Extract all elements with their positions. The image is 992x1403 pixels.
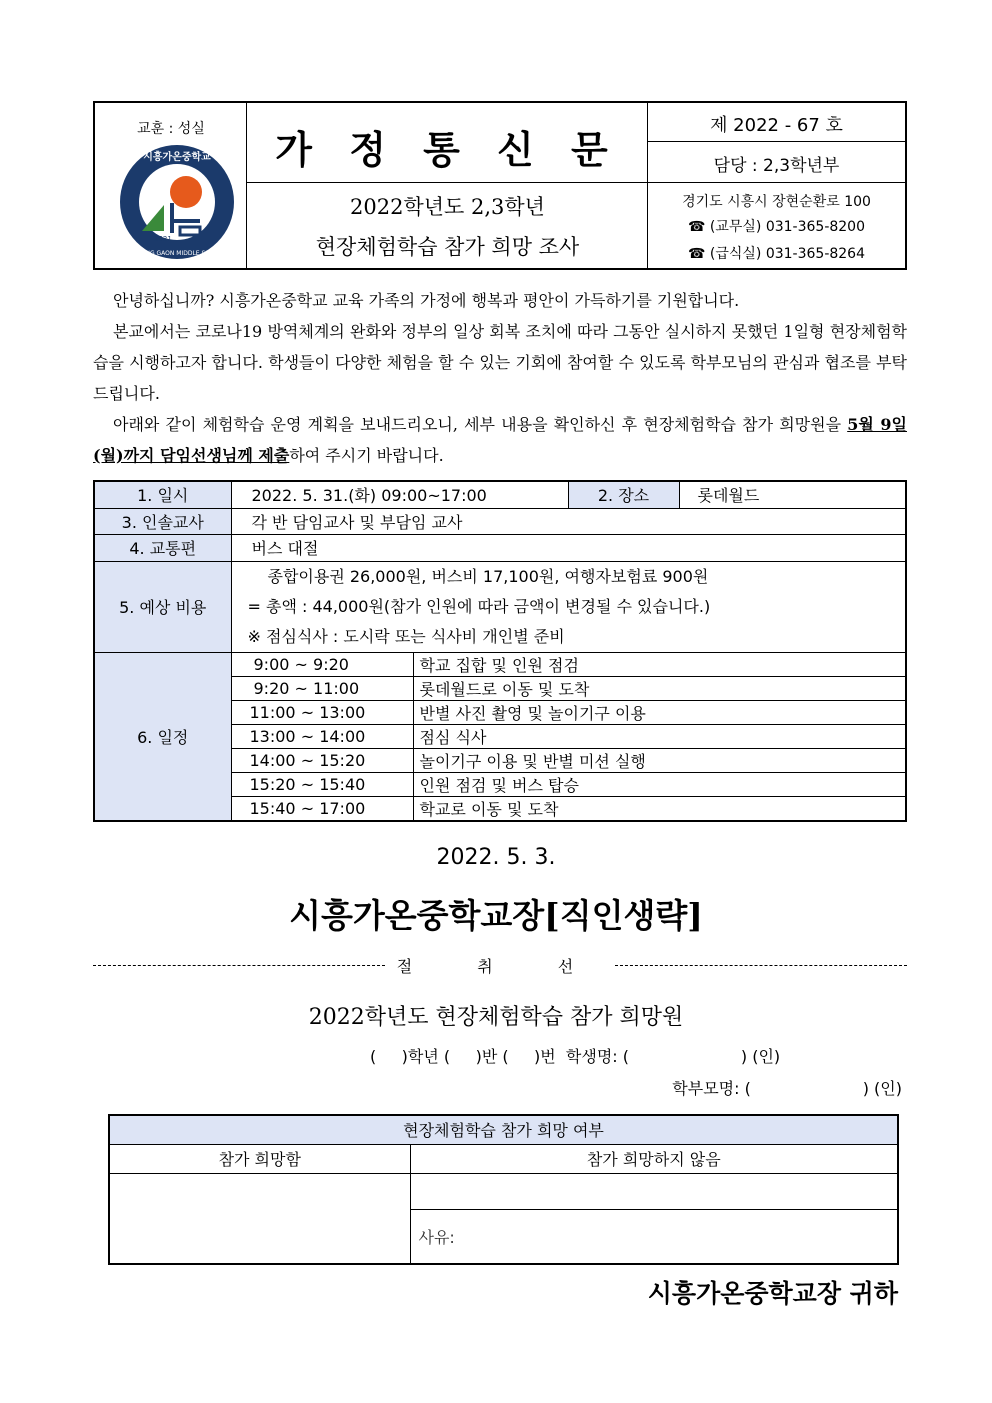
deadline-emphasis: 5월 9일(월)까지 담임선생님께 제출 <box>93 415 907 465</box>
schedule-activity: 학교 집합 및 인원 점검 <box>413 652 906 676</box>
student-info-line[interactable]: ( )학년 ( )반 ( )번 학생명: ( ) (인) <box>370 1047 781 1066</box>
date-label: 1. 일시 <box>94 481 231 508</box>
schedule-activity: 점심 식사 <box>413 724 906 748</box>
table-row <box>109 1115 898 1144</box>
department-in-charge: 담당 : 2,3학년부 <box>713 156 840 176</box>
tel-cafeteria: ☎ (급식실) 031-365-8264 <box>687 246 865 262</box>
school-logo <box>118 143 236 261</box>
schedule-activity: 인원 점검 및 버스 탑승 <box>413 772 906 796</box>
reason-field[interactable]: 사유: <box>410 1209 898 1264</box>
trip-info-table <box>93 480 907 822</box>
schedule-time: 13:00 ~ 14:00 <box>231 724 413 748</box>
cost-label: 5. 예상 비용 <box>94 561 231 652</box>
parent-name-line[interactable]: 학부모명: ( ) (인) <box>672 1079 902 1098</box>
tel-office: ☎ (교무실) 031-365-8200 <box>687 219 865 235</box>
logo-cell <box>95 103 247 268</box>
cost-line-3: ※ 점심식사 : 도시락 또는 식사비 개인별 준비 <box>247 626 565 646</box>
logo-ring-text: 시흥가온중학교 <box>143 152 211 163</box>
addressee: 시흥가온중학교장 귀하 <box>647 1279 898 1308</box>
schedule-time: 11:00 ~ 13:00 <box>231 700 413 724</box>
schedule-time: 9:20 ~ 11:00 <box>231 676 413 700</box>
transport-label: 4. 교통편 <box>94 534 231 561</box>
info-cell <box>648 103 905 268</box>
subtitle-line2: 현장체험학습 참가 희망 조사 <box>315 235 580 259</box>
school-motto: 교훈 : 성실 <box>137 121 205 137</box>
schedule-activity: 놀이기구 이용 및 반별 미션 실행 <box>413 748 906 772</box>
table-row <box>94 561 906 652</box>
request-text-c: 하여 주시기 바랍니다. <box>289 446 444 465</box>
teacher-label: 3. 인솔교사 <box>94 508 231 534</box>
place-value: 롯데월드 <box>679 481 906 508</box>
col-participate: 참가 희망함 <box>109 1144 410 1173</box>
schedule-label: 6. 일정 <box>94 652 231 821</box>
request-paragraph <box>93 409 907 471</box>
issue-date: 2022. 5. 3. <box>436 845 556 870</box>
schedule-time: 15:40 ~ 17:00 <box>231 796 413 821</box>
col-not-participate: 참가 희망하지 않음 <box>410 1144 898 1173</box>
cut-line-label: 절 취 선 <box>396 957 604 976</box>
intro-paragraph: 본교에서는 코로나19 방역체계의 완화와 정부의 일상 회복 조치에 따라 그동안 실시하지 못했던 1일형 현장체험학습을 시행하고자 합니다. 학생들이 다양한 체험을 할 수 있는 기회에 참여할 수 있도록 학부모님의 관심과 협조를 부탁드립니다. <box>93 322 907 403</box>
table-row <box>109 1144 898 1173</box>
place-label: 2. 장소 <box>568 481 679 508</box>
page-title: 가 정 통 신 문 <box>275 127 620 172</box>
request-text-a: 아래와 같이 체험학습 운영 계획을 보내드리오니, 세부 내용을 확인하신 후 현장체험학습 참가 희망원을 <box>113 415 848 434</box>
cost-line-2: = 총액 : 44,000원(참가 인원에 따라 금액이 변경될 수 있습니다.) <box>247 596 711 616</box>
subtitle-line1: 2022학년도 2,3학년 <box>350 195 545 219</box>
logo-bottom-text: SIHEUNG GAON MIDDLE SCHOOL <box>127 250 227 257</box>
teacher-value: 각 반 담임교사 및 부담임 교사 <box>231 508 906 534</box>
table-row <box>94 534 906 561</box>
form-title: 2022학년도 현장체험학습 참가 희망원 <box>308 1005 684 1030</box>
schedule-time: 15:20 ~ 15:40 <box>231 772 413 796</box>
not-participate-check-cell[interactable] <box>410 1173 898 1209</box>
schedule-row <box>94 652 906 676</box>
schedule-activity: 반별 사진 촬영 및 놀이기구 이용 <box>413 700 906 724</box>
schedule-time: 14:00 ~ 15:20 <box>231 748 413 772</box>
table-row <box>109 1173 898 1209</box>
schedule-time: 9:00 ~ 9:20 <box>231 652 413 676</box>
cost-value <box>231 561 906 652</box>
divider <box>247 182 648 183</box>
principal-signature: 시흥가온중학교장[직인생략] <box>289 896 703 935</box>
transport-value: 버스 대절 <box>231 534 906 561</box>
schedule-activity: 학교로 이동 및 도착 <box>413 796 906 821</box>
issue-number: 제 2022 - 67 호 <box>710 115 843 136</box>
greeting-paragraph: 안녕하십니까? 시흥가온중학교 교육 가족의 가정에 행복과 평안이 가득하기를 기원합니다. <box>113 291 740 310</box>
logo-year: 2021 <box>154 235 172 243</box>
table-row <box>94 481 906 508</box>
dashed-line-right <box>615 965 907 966</box>
cost-line-1: 종합이용권 26,000원, 버스비 17,100원, 여행자보험료 900원 <box>267 566 709 586</box>
participate-check-cell[interactable] <box>109 1173 410 1264</box>
participation-table <box>108 1114 899 1265</box>
newsletter-header <box>93 101 907 270</box>
table-row <box>94 508 906 534</box>
divider <box>648 141 905 142</box>
participation-header: 현장체험학습 참가 희망 여부 <box>109 1115 898 1144</box>
schedule-activity: 롯데월드로 이동 및 도착 <box>413 676 906 700</box>
divider <box>648 182 905 183</box>
school-address: 경기도 시흥시 장현순환로 100 <box>682 194 871 210</box>
title-cell <box>247 103 648 268</box>
date-value: 2022. 5. 31.(화) 09:00~17:00 <box>231 481 568 508</box>
cut-line <box>93 954 907 978</box>
